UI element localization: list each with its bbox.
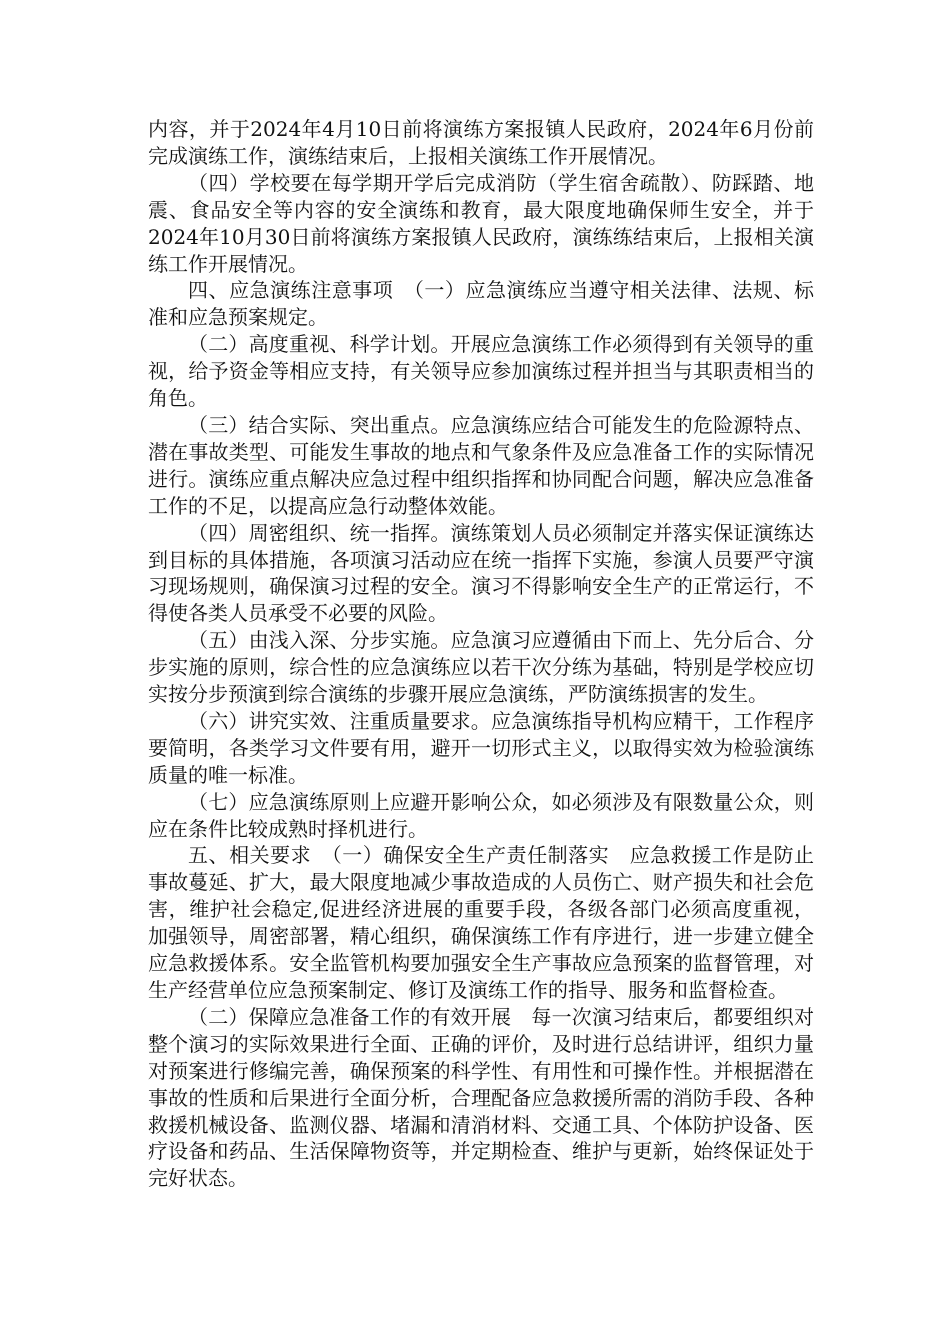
paragraph-item-2: （二）高度重视、科学计划。开展应急演练工作必须得到有关领导的重视，给予资金等相应支持，有关领导应参加演练过程并担当与其职责相当的角色。	[148, 332, 814, 411]
paragraph-item-4: （四）周密组织、统一指挥。演练策划人员必须制定并落实保证演练达到目标的具体措施，各项演习活动应在统一指挥下实施，参演人员要严守演习现场规则，确保演习过程的安全。演习不得影响安全生产的正常运行，不得使各类人员承受不必要的风险。	[148, 520, 814, 626]
paragraph-item-5: （五）由浅入深、分步实施。应急演习应遵循由下而上、先分后合、分步实施的原则，综合性的应急演练应以若干次分练为基础，特别是学校应切实按分步预演到综合演练的步骤开展应急演练，严防演练损害的发生。	[148, 628, 814, 707]
paragraph-continuation: 内容，并于2024年4月10日前将演练方案报镇人民政府，2024年6月份前完成演练工作，演练结束后，上报相关演练工作开展情况。	[148, 117, 814, 168]
paragraph-section-five: 五、相关要求 （一）确保安全生产责任制落实 应急救援工作是防止事故蔓延、扩大，最大限度地减少事故造成的人员伤亡、财产损失和社会危害，维护社会稳定,促进经济进展的重要手段，各级各部门必须高度重视，加强领导，周密部署，精心组织，确保演练工作有序进行，进一步建立健全应急救援体系。安全监管机构要加强安全生产事故应急预案的监督管理，对生产经营单位应急预案制定、修订及演练工作的指导、服务和监督检查。	[148, 843, 814, 1002]
paragraph-item-3: （三）结合实际、突出重点。应急演练应结合可能发生的危险源特点、潜在事故类型、可能发生事故的地点和气象条件及应急准备工作的实际情况进行。演练应重点解决应急过程中组织指挥和协同配合问题，解决应急准备工作的不足，以提高应急行动整体效能。	[148, 412, 814, 518]
paragraph-item-6: （六）讲究实效、注重质量要求。应急演练指导机构应精干，工作程序要简明，各类学习文件要有用，避开一切形式主义，以取得实效为检验演练质量的唯一标准。	[148, 708, 814, 787]
paragraph-section-four: 四、应急演练注意事项 （一）应急演练应当遵守相关法律、法规、标准和应急预案规定。	[148, 278, 814, 330]
paragraph-school-drill: （四）学校要在每学期开学后完成消防（学生宿舍疏散）、防踩踏、地震、食品安全等内容的安全演练和教育，最大限度地确保师生安全，并于2024年10月30日前将演练方案报镇人民政府，演练练结束后，上报相关演练工作开展情况。	[148, 170, 814, 276]
paragraph-section-five-item-2: （二）保障应急准备工作的有效开展 每一次演习结束后，都要组织对整个演习的实际效果进行全面、正确的评价，及时进行总结讲评，组织力量对预案进行修编完善，确保预案的科学性、有用性和可操作性。并根据潜在事故的性质和后果进行全面分析，合理配备应急救援所需的消防手段、各种救援机械设备、监测仪器、堵漏和清消材料、交通工具、个体防护设备、医疗设备和药品、生活保障物资等，并定期检查、维护与更新，始终保证处于完好状态。	[148, 1004, 814, 1191]
paragraph-item-7: （七）应急演练原则上应避开影响公众，如必须涉及有限数量公众，则应在条件比较成熟时择机进行。	[148, 789, 814, 841]
document-body	[148, 116, 814, 1192]
